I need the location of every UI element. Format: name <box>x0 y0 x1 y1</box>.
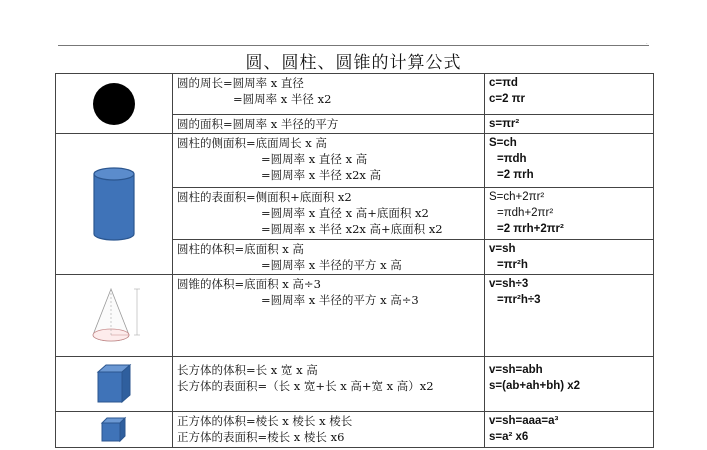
cylinder-surface-text <box>173 188 485 240</box>
cone-volume-formula <box>485 275 654 357</box>
formula-line: S=ch <box>489 137 517 149</box>
text-line: =圆周率 x 半径的平方 x 高 <box>261 258 402 272</box>
top-rule <box>58 45 649 46</box>
cube-text <box>173 412 485 448</box>
cylinder-volume-text <box>173 240 485 275</box>
circle-figure-cell <box>56 74 173 134</box>
formula-line: s=πr² <box>489 118 520 130</box>
text-line: 圆柱的体积=底面积 x 高 <box>177 242 304 256</box>
formula-line: =πr²h <box>497 259 528 271</box>
table-row-cube <box>56 412 654 448</box>
text-line: 圆柱的侧面积=底面周长 x 高 <box>177 136 327 150</box>
cylinder-surface-formula <box>485 188 654 240</box>
text-line: 正方体的表面积=棱长 x 棱长 x6 <box>177 430 345 444</box>
circle-perimeter-text <box>173 74 485 115</box>
cylinder-side-formula <box>485 134 654 188</box>
cylinder-volume-formula <box>485 240 654 275</box>
cylinder-side-text <box>173 134 485 188</box>
formula-table <box>55 73 654 448</box>
circle-area-formula <box>485 115 654 134</box>
cuboid-icon <box>94 362 134 406</box>
text-line: =圆周率 x 半径 x2x 高+底面积 x2 <box>261 222 443 236</box>
formula-line: s=(ab+ah+bh) x2 <box>489 380 581 392</box>
cube-icon <box>98 415 130 445</box>
formula-line: c=2 πr <box>489 93 525 105</box>
text-line: 长方体的体积=长 x 宽 x 高 <box>177 363 318 377</box>
text-line: =圆周率 x 直径 x 高+底面积 x2 <box>261 206 429 220</box>
cuboid-figure-cell <box>56 357 173 412</box>
text-line: 圆柱的表面积=侧面积+底面积 x2 <box>177 190 352 204</box>
cone-volume-text <box>173 275 485 357</box>
table-row-cylinder-side <box>56 134 654 188</box>
formula-line: =2 πrh <box>497 169 534 181</box>
formula-line: S=ch+2πr² <box>489 191 545 203</box>
text-line: 长方体的表面积=（长 x 宽+长 x 高+宽 x 高）x2 <box>177 379 434 393</box>
circle-icon <box>89 79 139 129</box>
circle-perimeter-formula <box>485 74 654 115</box>
formula-line: =πdh <box>497 153 527 165</box>
cube-formula <box>485 412 654 448</box>
text-line: =圆周率 x 半径的平方 x 高÷3 <box>261 293 419 307</box>
cone-figure-cell <box>56 275 173 357</box>
formula-line: v=sh=abh <box>489 364 543 376</box>
formula-line: v=sh <box>489 243 516 255</box>
formula-line: =2 πrh+2πr² <box>497 223 564 235</box>
formula-line: c=πd <box>489 77 518 89</box>
cuboid-formula <box>485 357 654 412</box>
cone-icon <box>84 285 144 347</box>
cylinder-figure-cell <box>56 134 173 275</box>
text-line: =圆周率 x 半径 x2x 高 <box>261 168 382 182</box>
text-line: 正方体的体积=棱长 x 棱长 x 棱长 <box>177 414 353 428</box>
formula-line: v=sh÷3 <box>489 278 529 290</box>
cube-figure-cell <box>56 412 173 448</box>
page-title: 圆、圆柱、圆锥的计算公式 <box>245 53 462 73</box>
cuboid-text <box>173 357 485 412</box>
text-line: =圆周率 x 直径 x 高 <box>261 152 368 166</box>
formula-line: =πdh+2πr² <box>497 207 554 219</box>
table-row-cuboid <box>56 357 654 412</box>
text-line: 圆的周长=圆周率 x 直径 <box>177 76 304 90</box>
text-line: =圆周率 x 半径 x2 <box>233 92 332 106</box>
table-row-cone-volume <box>56 275 654 357</box>
page-mark: . <box>646 40 648 46</box>
text-line: 圆锥的体积=底面积 x 高÷3 <box>177 277 321 291</box>
formula-line: =πr²h÷3 <box>497 294 541 306</box>
text-line: 圆的面积=圆周率 x 半径的平方 <box>177 117 339 131</box>
formula-line: v=sh=aaa=a³ <box>489 415 559 427</box>
circle-area-text <box>173 115 485 134</box>
table-row-circle-perimeter <box>56 74 654 115</box>
cylinder-icon <box>89 164 139 244</box>
formula-line: s=a² x6 <box>489 431 529 443</box>
